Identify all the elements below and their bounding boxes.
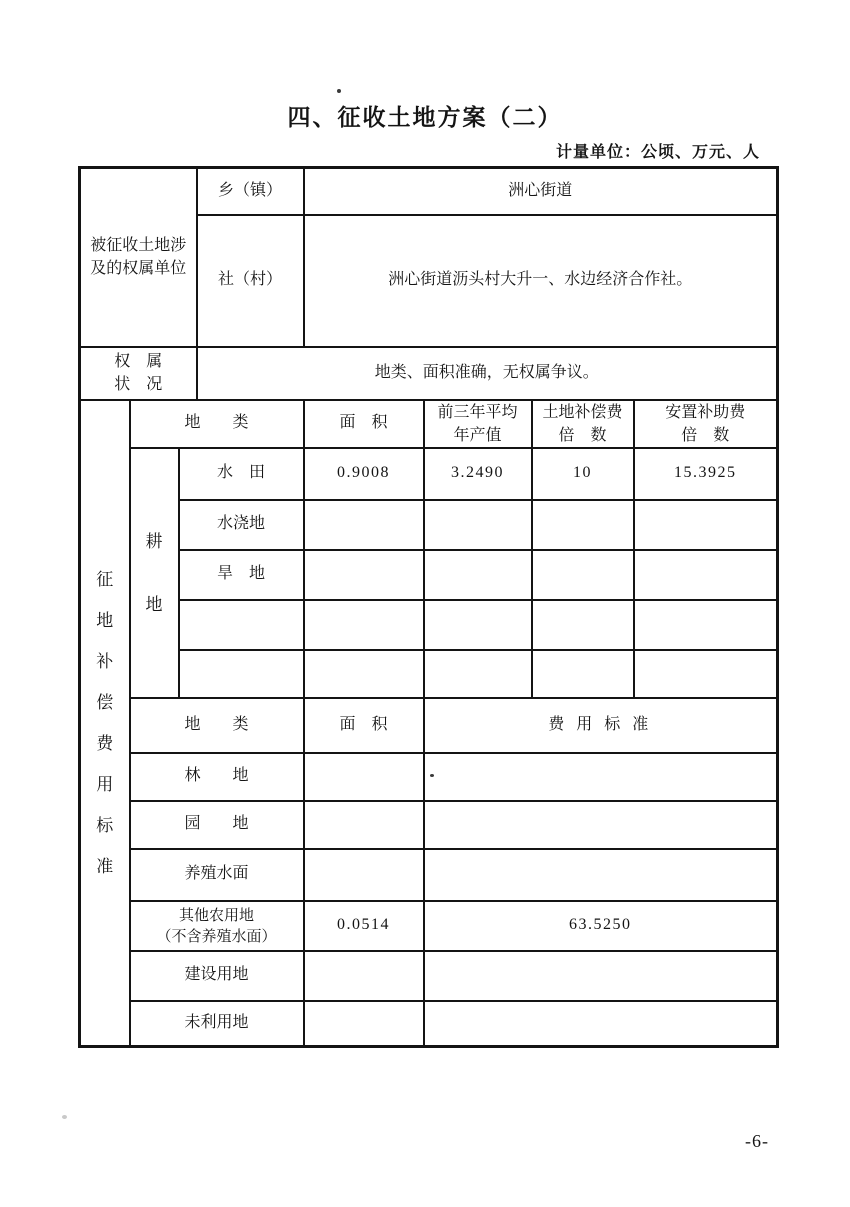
resettle-multiple-cell: [634, 500, 778, 550]
upper-header-resettle-line2: 倍 数: [681, 426, 730, 444]
land-comp-multiple-cell: [532, 550, 634, 600]
avg-output-cell: [424, 600, 532, 650]
fee-standard-cell: [424, 801, 778, 849]
area-cell: [304, 849, 424, 901]
table-row: [80, 650, 778, 698]
cultivated-land-group-label: [130, 448, 179, 698]
table-row: [80, 500, 778, 550]
land-type-line1: 其他农用地: [179, 906, 255, 924]
tenure-status-label-line1: 权 属: [114, 353, 163, 370]
land-comp-multiple-cell: [532, 650, 634, 698]
page-number: -6-: [745, 1131, 769, 1151]
area-cell: 0.9008: [304, 448, 424, 500]
table-row: [80, 849, 778, 901]
land-type-cell: [179, 650, 304, 698]
village-label: 社（村）: [197, 215, 304, 347]
table-row: [80, 1001, 778, 1047]
land-type-cell: 建设用地: [130, 951, 304, 1001]
resettle-multiple-cell: [634, 550, 778, 600]
table-row: [80, 801, 778, 849]
upper-header-resettle-multiple: [634, 400, 778, 448]
side-label-char: 偿: [96, 692, 114, 712]
tenure-status-label-line2: 状 况: [114, 376, 163, 393]
upper-header-resettle-line1: 安置补助费: [665, 403, 746, 421]
table-row: [80, 951, 778, 1001]
land-type-cell: 养殖水面: [130, 849, 304, 901]
side-label-char: 用: [96, 774, 114, 794]
scan-speck: [62, 1115, 67, 1119]
land-type-cell: [130, 901, 304, 951]
area-cell: [304, 801, 424, 849]
land-type-cell: 水 田: [179, 448, 304, 500]
area-cell: [304, 500, 424, 550]
scan-speck: [337, 89, 341, 93]
side-label-char: 费: [96, 733, 114, 753]
ownership-units-label: [80, 168, 197, 347]
upper-header-avg-output-line2: 年产值: [453, 426, 502, 444]
upper-header-land-comp-line1: 土地补偿费: [542, 403, 623, 421]
village-value: 洲心街道沥头村大升一、水边经济合作社。: [304, 215, 778, 347]
area-cell: [304, 600, 424, 650]
land-type-cell: [179, 600, 304, 650]
cultivated-char: 地: [145, 594, 163, 614]
lower-header-area: 面 积: [304, 698, 424, 753]
table-row: [80, 901, 778, 951]
upper-header-area: 面 积: [304, 400, 424, 448]
fee-standard-cell: [424, 1001, 778, 1047]
fee-standard-cell: [424, 753, 778, 801]
side-label-char: 标: [96, 815, 114, 835]
land-expropriation-table: [78, 166, 779, 1048]
township-label: 乡（镇）: [197, 168, 304, 215]
side-label-char: 补: [96, 651, 114, 671]
land-type-cell: 水浇地: [179, 500, 304, 550]
upper-header-avg-output-line1: 前三年平均: [437, 403, 518, 421]
table-row: [80, 753, 778, 801]
lower-header-land-type: 地 类: [130, 698, 304, 753]
avg-output-cell: [424, 650, 532, 698]
area-cell: [304, 753, 424, 801]
cultivated-char: 耕: [145, 531, 163, 551]
fee-standard-cell: [424, 951, 778, 1001]
resettle-multiple-cell: [634, 650, 778, 698]
land-comp-multiple-cell: 10: [532, 448, 634, 500]
area-cell: [304, 550, 424, 600]
side-label-char: 地: [96, 610, 114, 630]
table-row: [80, 550, 778, 600]
table-row: [80, 600, 778, 650]
ownership-units-label-line1: 被征收土地涉: [90, 237, 187, 255]
upper-header-land-comp-line2: 倍 数: [558, 426, 607, 444]
land-type-cell: 未利用地: [130, 1001, 304, 1047]
lower-header-fee-standard: 费 用 标 准: [424, 698, 778, 753]
avg-output-cell: [424, 500, 532, 550]
area-cell: [304, 650, 424, 698]
tenure-status-label: [80, 347, 197, 400]
side-label-char: 准: [96, 856, 114, 876]
measurement-unit-note: 计量单位：公顷、万元、人: [555, 144, 760, 161]
compensation-standard-side-label: [80, 400, 130, 1047]
area-cell: 0.0514: [304, 901, 424, 951]
township-value: 洲心街道: [304, 168, 778, 215]
area-cell: [304, 951, 424, 1001]
upper-header-avg-output: [424, 400, 532, 448]
area-cell: [304, 1001, 424, 1047]
upper-header-land-comp-multiple: [532, 400, 634, 448]
land-comp-multiple-cell: [532, 500, 634, 550]
land-type-cell: 林 地: [130, 753, 304, 801]
scan-speck: [430, 774, 434, 777]
avg-output-cell: 3.2490: [424, 448, 532, 500]
fee-standard-cell: 63.5250: [424, 901, 778, 951]
avg-output-cell: [424, 550, 532, 600]
land-type-cell: 旱 地: [179, 550, 304, 600]
upper-header-land-type: 地 类: [130, 400, 304, 448]
side-label-char: 征: [96, 569, 114, 589]
resettle-multiple-cell: 15.3925: [634, 448, 778, 500]
resettle-multiple-cell: [634, 600, 778, 650]
land-type-line2: （不含养殖水面）: [156, 927, 277, 945]
tenure-status-value: 地类、面积准确，无权属争议。: [197, 347, 778, 400]
table-row: [80, 448, 778, 500]
land-type-cell: 园 地: [130, 801, 304, 849]
land-comp-multiple-cell: [532, 600, 634, 650]
fee-standard-cell: [424, 849, 778, 901]
page-title: 四、征收土地方案（二）: [287, 104, 563, 130]
ownership-units-label-line2: 及的权属单位: [90, 260, 187, 278]
